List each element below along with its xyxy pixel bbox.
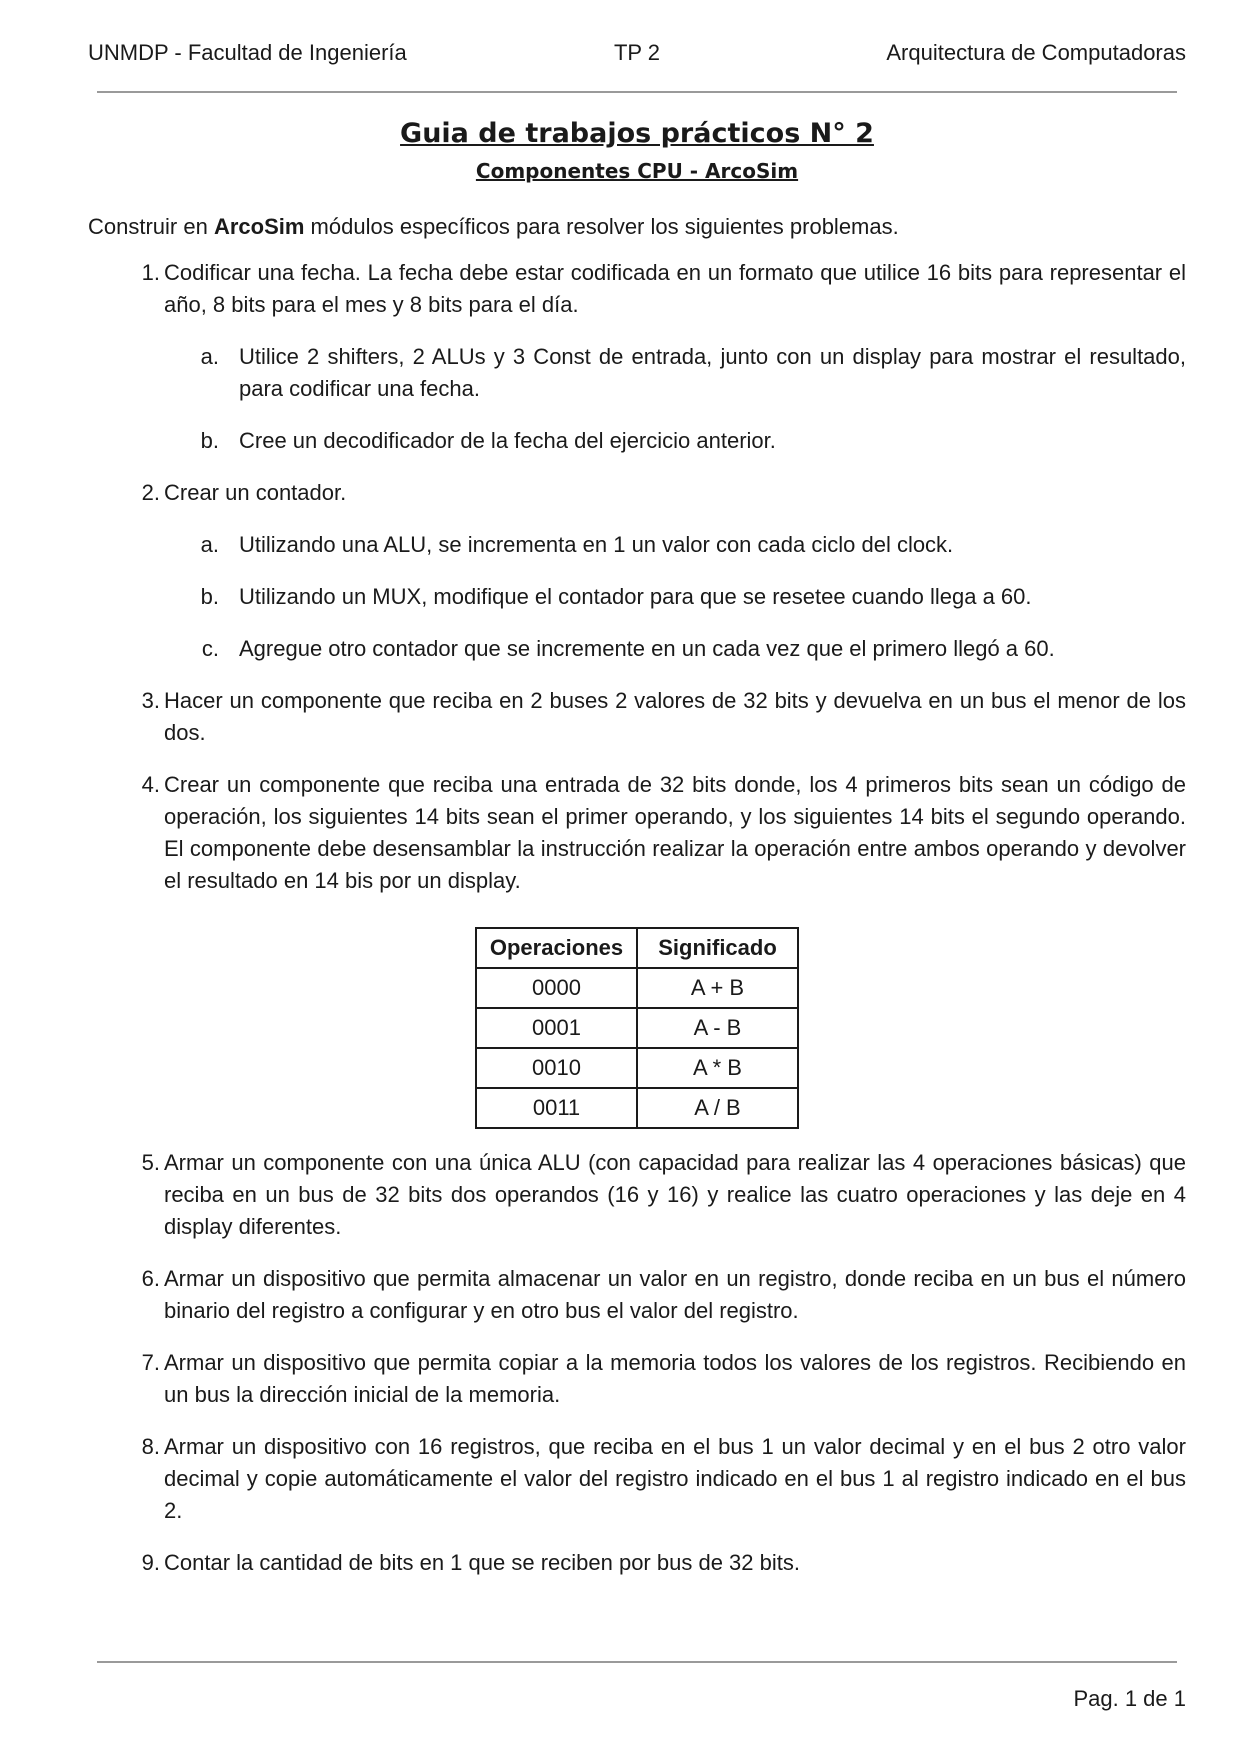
header-institution: UNMDP - Facultad de Ingeniería [88, 40, 407, 65]
table-cell: 0010 [476, 1048, 637, 1088]
document-title: Guia de trabajos prácticos N° 2 [400, 118, 874, 149]
sub-text: Utilice 2 shifters, 2 ALUs y 3 Const de entrada, junto con un display para mostrar el resultado, para codificar una fecha. [239, 344, 1186, 401]
exercise-2b [88, 581, 1186, 613]
table-row [476, 968, 798, 1008]
table-header-cell: Operaciones [476, 928, 637, 968]
footer-divider [97, 1661, 1177, 1663]
exercise-2c [88, 633, 1186, 665]
sub-letter: b. [200, 584, 219, 609]
exercise-text: Contar la cantidad de bits en 1 que se reciben por bus de 32 bits. [164, 1550, 800, 1575]
exercise-number: 2. [141, 480, 160, 505]
intro-suffix: módulos específicos para resolver los siguientes problemas. [304, 214, 899, 239]
sub-text: Cree un decodificador de la fecha del ejercicio anterior. [239, 428, 776, 453]
document-body [88, 118, 1186, 1579]
sub-letter: c. [201, 636, 219, 661]
table-cell: A * B [637, 1048, 798, 1088]
sub-text: Utilizando un MUX, modifique el contador para que se resetee cuando llega a 60. [239, 584, 1032, 609]
header-divider [97, 91, 1177, 93]
exercise-number: 4. [141, 772, 160, 797]
exercise-number: 8. [141, 1434, 160, 1459]
sub-letter: a. [200, 532, 219, 557]
exercise-number: 3. [141, 688, 160, 713]
intro-prefix: Construir en [88, 214, 214, 239]
sub-letter: a. [200, 344, 219, 369]
exercise-8 [88, 1431, 1186, 1527]
table-cell: A - B [637, 1008, 798, 1048]
exercise-number: 9. [141, 1550, 160, 1575]
table-cell: 0011 [476, 1088, 637, 1128]
table-cell: 0000 [476, 968, 637, 1008]
document-subtitle: Componentes CPU - ArcoSim [475, 159, 799, 183]
header-tp-number: TP 2 [613, 40, 661, 65]
table-row [476, 1048, 798, 1088]
exercise-text: Hacer un componente que reciba en 2 buses 2 valores de 32 bits y devuelva en un bus el menor de los dos. [164, 688, 1186, 745]
table-cell: A / B [637, 1088, 798, 1128]
exercise-number: 6. [141, 1266, 160, 1291]
exercise-6 [88, 1263, 1186, 1327]
exercise-text: Armar un dispositivo que permita copiar a la memoria todos los valores de los registros. Recibiendo en un bus la dirección inicial de la memoria. [164, 1350, 1186, 1407]
table-row [476, 1008, 798, 1048]
sub-text: Utilizando una ALU, se incrementa en 1 un valor con cada ciclo del clock. [239, 532, 954, 557]
operations-table [475, 927, 799, 1129]
table-header-row [476, 928, 798, 968]
exercise-4 [88, 769, 1186, 897]
exercise-text: Crear un componente que reciba una entrada de 32 bits donde, los 4 primeros bits sean un código de operación, los siguientes 14 bits sean el primer operando, y los siguientes 14 bits el segundo operando. El componente debe desensamblar la instrucción realizar la operación entre ambos operando y devolver el resultado en 14 bis por un display. [164, 772, 1186, 893]
exercise-1b [88, 425, 1186, 457]
sub-text: Agregue otro contador que se incremente en un cada vez que el primero llegó a 60. [239, 636, 1055, 661]
exercise-text: Armar un dispositivo que permita almacenar un valor en un registro, donde reciba en un bus el número binario del registro a configurar y en otro bus el valor del registro. [164, 1266, 1186, 1323]
page-header [88, 40, 1186, 76]
exercise-text: Codificar una fecha. La fecha debe estar codificada en un formato que utilice 16 bits para representar el año, 8 bits para el mes y 8 bits para el día. [164, 260, 1186, 317]
intro-paragraph [88, 211, 1186, 243]
exercise-2 [88, 477, 1186, 509]
exercise-1a [88, 341, 1186, 405]
table-header-cell: Significado [637, 928, 798, 968]
exercise-text: Armar un componente con una única ALU (con capacidad para realizar las 4 operaciones básicas) que reciba en un bus de 32 bits dos operandos (16 y 16) y realice las cuatro operaciones y las deje en 4 display diferentes. [164, 1150, 1186, 1239]
exercise-number: 7. [141, 1350, 160, 1375]
page-number: Pag. 1 de 1 [1073, 1686, 1186, 1711]
exercise-text: Crear un contador. [164, 480, 347, 505]
exercise-number: 5. [141, 1150, 160, 1175]
exercise-1 [88, 257, 1186, 321]
table-cell: A + B [637, 968, 798, 1008]
exercise-3 [88, 685, 1186, 749]
exercise-7 [88, 1347, 1186, 1411]
sub-letter: b. [200, 428, 219, 453]
table-cell: 0001 [476, 1008, 637, 1048]
exercise-5 [88, 1147, 1186, 1243]
table-row [476, 1088, 798, 1128]
exercise-number: 1. [141, 260, 160, 285]
header-course: Arquitectura de Computadoras [886, 40, 1186, 65]
exercise-text: Armar un dispositivo con 16 registros, que reciba en el bus 1 un valor decimal y en el bus 2 otro valor decimal y copie automáticamente el valor del registro indicado en el bus 1 al registro indicado en el bus 2. [164, 1434, 1186, 1523]
exercise-2a [88, 529, 1186, 561]
intro-bold: ArcoSim [213, 214, 305, 239]
exercise-9 [88, 1547, 1186, 1579]
